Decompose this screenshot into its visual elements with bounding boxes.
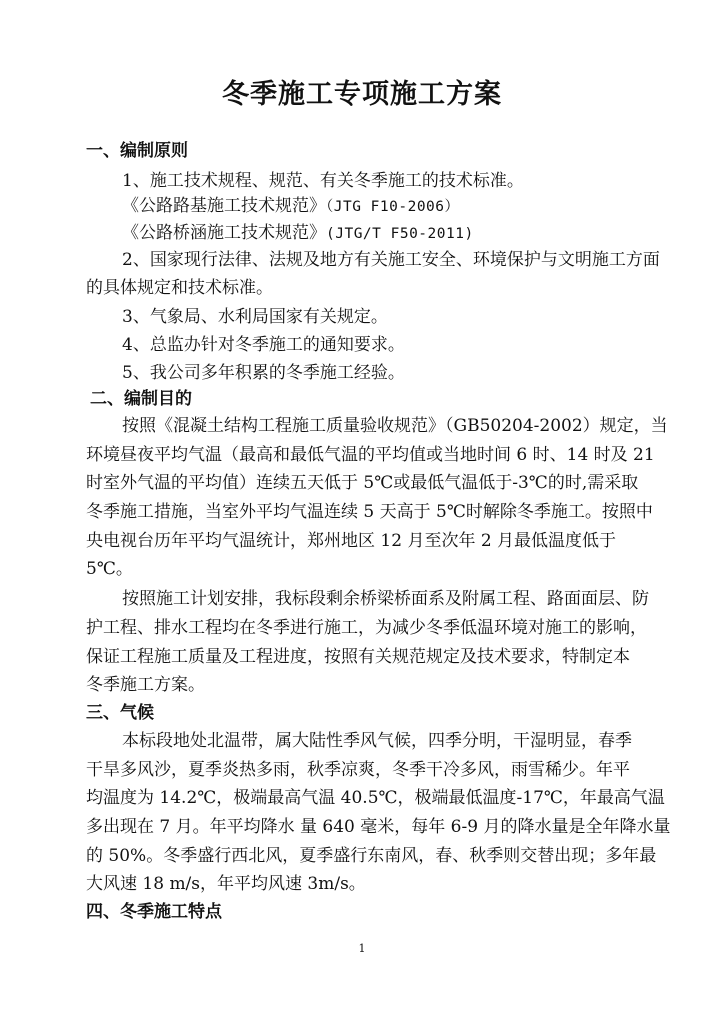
- paragraph-line: 按照《混凝土结构工程施工质量验收规范》（GB50204-2002）规定，当: [122, 416, 668, 436]
- paragraph-line: 环境昼夜平均气温（最高和最低气温的平均值或当地时间 6 时、14 时及 21: [86, 445, 655, 465]
- paragraph-line: 冬季施工方案。: [86, 675, 205, 695]
- paragraph-line: 护工程、排水工程均在冬季进行施工，为减少冬季低温环境对施工的影响，: [86, 618, 647, 638]
- paragraph-line: 保证工程施工质量及工程进度，按照有关规范规定及技术要求，特制定本: [86, 647, 630, 667]
- paragraph-line: 均温度为 14.2℃，极端最高气温 40.5℃，极端最低温度-17℃，年最高气温: [86, 788, 665, 808]
- paragraph-line: [122, 222, 642, 245]
- paragraph-line: 1、施工技术规程、规范、有关冬季施工的技术标准。: [122, 171, 524, 191]
- paragraph-line: 多出现在 7 月。年平均降水 量 640 毫米，每年 6-9 月的降水量是全年降水量: [86, 817, 671, 837]
- section-heading-principles: 一、编制原则: [86, 141, 188, 161]
- paragraph-line: 央电视台历年平均气温统计，郑州地区 12 月至次年 2 月最低温度低于: [86, 531, 617, 551]
- section-heading-winter-features: 四、冬季施工特点: [86, 902, 222, 922]
- document-title: 冬季施工专项施工方案: [222, 79, 502, 110]
- standard-code: (JTG/T F50-2011): [326, 226, 474, 242]
- paragraph-line: 冬季施工措施，当室外平均气温连续 5 天高于 5℃时解除冬季施工。按照中: [86, 502, 653, 522]
- paragraph-line: 大风速 18 m/s，年平均风速 3m/s。: [86, 874, 366, 894]
- paragraph-line: 按照施工计划安排，我标段剩余桥梁桥面系及附属工程、路面面层、防: [122, 589, 649, 609]
- section-heading-climate: 三、气候: [86, 703, 154, 723]
- section-heading-purpose: 二、编制目的: [90, 389, 192, 409]
- paragraph-line: 的具体规定和技术标准。: [86, 278, 273, 298]
- paragraph-line: 时室外气温的平均值）连续五天低于 5℃或最低气温低于-3℃的时,需采取: [86, 473, 639, 493]
- paragraph-line: 2、国家现行法律、法规及地方有关施工安全、环境保护与文明施工方面: [122, 250, 660, 270]
- paragraph-line: 干旱多风沙，夏季炎热多雨，秋季凉爽，冬季干冷多风，雨雪稀少。年平: [86, 760, 630, 780]
- page-number: 1: [358, 942, 366, 955]
- paragraph-line: 5℃。: [86, 559, 133, 579]
- paragraph-line: [122, 195, 642, 218]
- paragraph-line: 3、气象局、水利局国家有关规定。: [122, 307, 388, 327]
- standard-name: 《公路路基施工技术规范》: [122, 196, 326, 216]
- paragraph-line: 的 50%。冬季盛行西北风，夏季盛行东南风，春、秋季则交替出现；多年最: [86, 846, 657, 866]
- paragraph-line: 5、我公司多年积累的冬季施工经验。: [122, 363, 405, 383]
- paragraph-line: 本标段地处北温带，属大陆性季风气候，四季分明，干湿明显，春季: [122, 731, 632, 751]
- standard-name: 《公路桥涵施工技术规范》: [122, 223, 326, 243]
- standard-code: （JTG F10-2006）: [326, 199, 460, 215]
- paragraph-line: 4、总监办针对冬季施工的通知要求。: [122, 335, 405, 355]
